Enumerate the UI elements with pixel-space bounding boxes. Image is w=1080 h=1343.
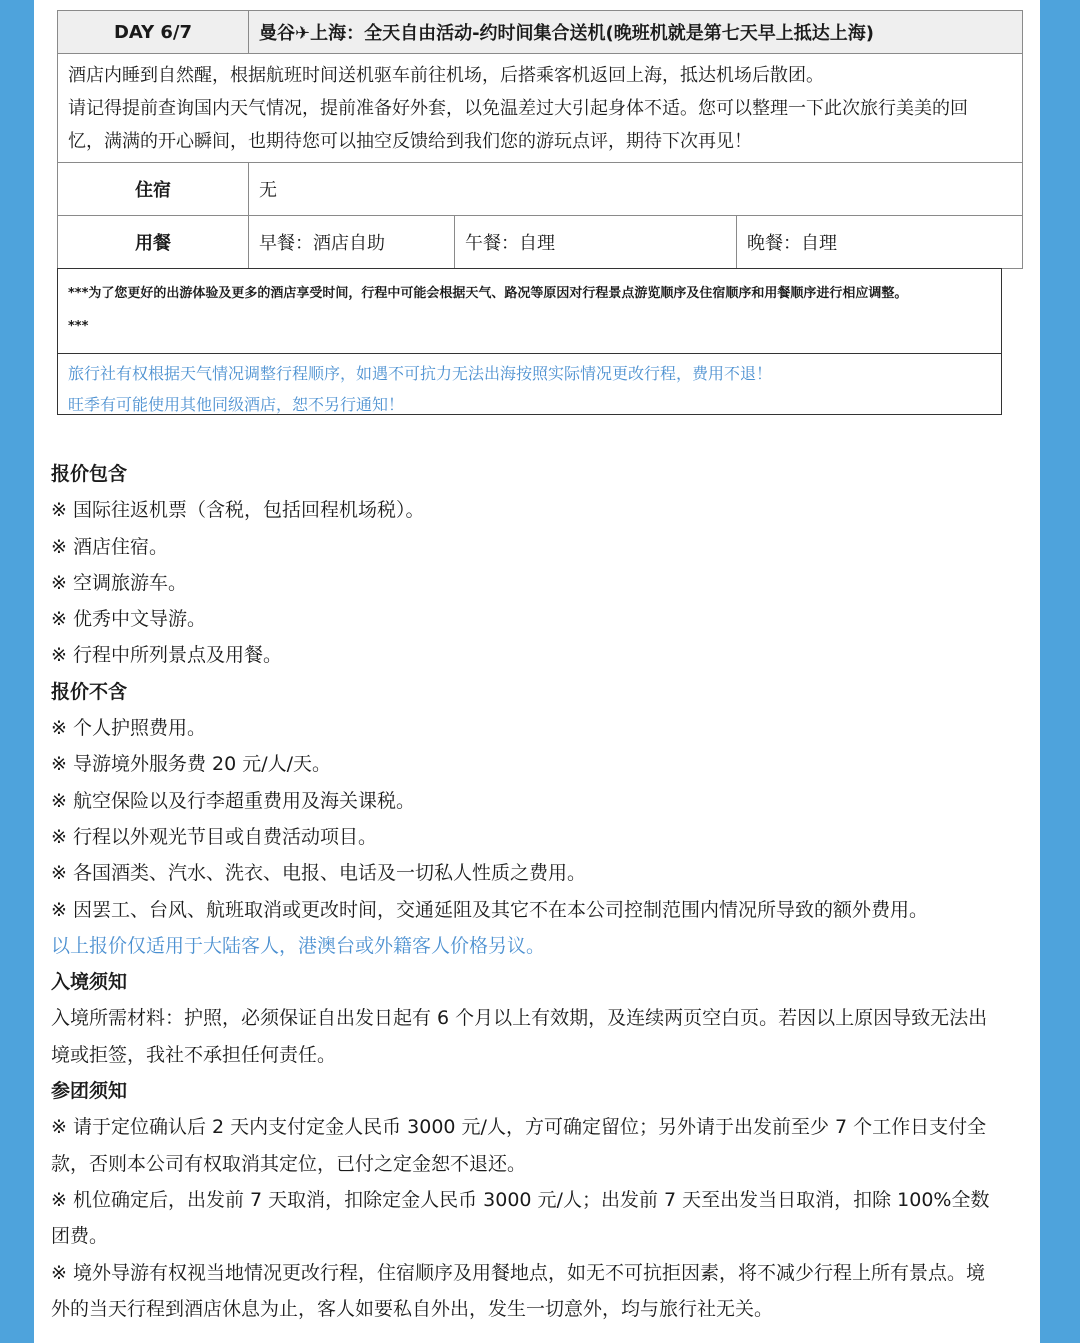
description-line: 酒店内睡到自然醒，根据航班时间送机驱车前往机场，后搭乘客机返回上海，抵达机场后散团。 (68, 64, 824, 86)
join-line: 款，否则本公司有权取消其定位，已付之定金恕不退还。 (51, 1152, 527, 1175)
excluded-item: ※ 航空保险以及行李超重费用及海关课税。 (51, 789, 415, 812)
included-item: ※ 空调旅游车。 (51, 571, 187, 594)
notice-box (57, 268, 1002, 415)
excluded-item: ※ 行程以外观光节目或自费活动项目。 (51, 825, 377, 848)
join-line: ※ 境外导游有权视当地情况更改行程，住宿顺序及用餐地点，如无不可抗拒因素，将不减少行程上所有景点。境 (51, 1261, 985, 1284)
dinner-value: 晚餐：自理 (737, 216, 1023, 269)
excluded-item: ※ 因罢工、台风、航班取消或更改时间，交通延阻及其它不在本公司控制范围内情况所导致的额外费用。 (51, 898, 928, 921)
notice-line: *** (68, 319, 89, 334)
included-heading: 报价包含 (51, 463, 128, 485)
day-label: DAY 6/7 (58, 11, 249, 54)
description-line: 忆，满满的开心瞬间，也期待您可以抽空反馈给到我们您的游玩点评，期待下次再见！ (68, 130, 752, 152)
description-line: 请记得提前查询国内天气情况，提前准备好外套，以免温差过大引起身体不适。您可以整理一下此次旅行美美的回 (68, 97, 968, 119)
notice-policy (58, 354, 1001, 420)
document-page (34, 0, 1040, 1343)
join-heading: 参团须知 (51, 1080, 128, 1103)
notice-blue-line: 旺季有可能使用其他同级酒店，恕不另行通知！ (68, 395, 405, 414)
price-note: 以上报价仅适用于大陆客人，港澳台或外籍客人价格另议。 (51, 934, 546, 957)
notice-blue-line: 旅行社有权根据天气情况调整行程顺序，如遇不可抗力无法出海按照实际情况更改行程，费用不退！ (68, 364, 773, 383)
notice-adjustment (58, 269, 1001, 354)
included-item: ※ 优秀中文导游。 (51, 608, 206, 631)
meals-label: 用餐 (58, 216, 249, 269)
join-line: 团费。 (51, 1225, 109, 1248)
entry-heading: 入境须知 (51, 971, 128, 994)
lunch-value: 午餐：自理 (455, 216, 737, 269)
excluded-item: ※ 个人护照费用。 (51, 717, 206, 740)
notice-line: ***为了您更好的出游体验及更多的酒店享受时间，行程中可能会根据天气、路况等原因对行程景点游览顺序及住宿顺序和用餐顺序进行相应调整。 (68, 286, 908, 301)
entry-line: 入境所需材料：护照，必须保证自出发日起有 6 个月以上有效期，及连续两页空白页。若因以上原因导致无法出 (51, 1007, 988, 1030)
included-item: ※ 行程中所列景点及用餐。 (51, 644, 282, 667)
day-description (58, 54, 1023, 163)
excluded-item: ※ 各国酒类、汽水、洗衣、电报、电话及一切私人性质之费用。 (51, 862, 586, 885)
lodging-label: 住宿 (58, 163, 249, 216)
join-line: ※ 请于定位确认后 2 天内支付定金人民币 3000 元/人，方可确定留位；另外请于出发前至少 7 个工作日支付全 (51, 1116, 987, 1139)
terms-content (51, 456, 1036, 1327)
lodging-value: 无 (249, 163, 1023, 216)
included-item: ※ 酒店住宿。 (51, 535, 168, 558)
day-title: 曼谷✈上海：全天自由活动-约时间集合送机(晚班机就是第七天早上抵达上海) (249, 11, 1023, 54)
excluded-item: ※ 导游境外服务费 20 元/人/天。 (51, 753, 332, 776)
itinerary-table (57, 10, 1023, 269)
breakfast-value: 早餐：酒店自助 (249, 216, 455, 269)
join-line: ※ 机位确定后，出发前 7 天取消，扣除定金人民币 3000 元/人；出发前 7 天至出发当日取消，扣除 100%全数 (51, 1188, 990, 1211)
excluded-heading: 报价不含 (51, 680, 128, 703)
included-item: ※ 国际往返机票（含税，包括回程机场税）。 (51, 499, 425, 522)
entry-line: 境或拒签，我社不承担任何责任。 (51, 1043, 337, 1066)
join-line: 外的当天行程到酒店休息为止，客人如要私自外出，发生一切意外，均与旅行社无关。 (51, 1297, 774, 1320)
